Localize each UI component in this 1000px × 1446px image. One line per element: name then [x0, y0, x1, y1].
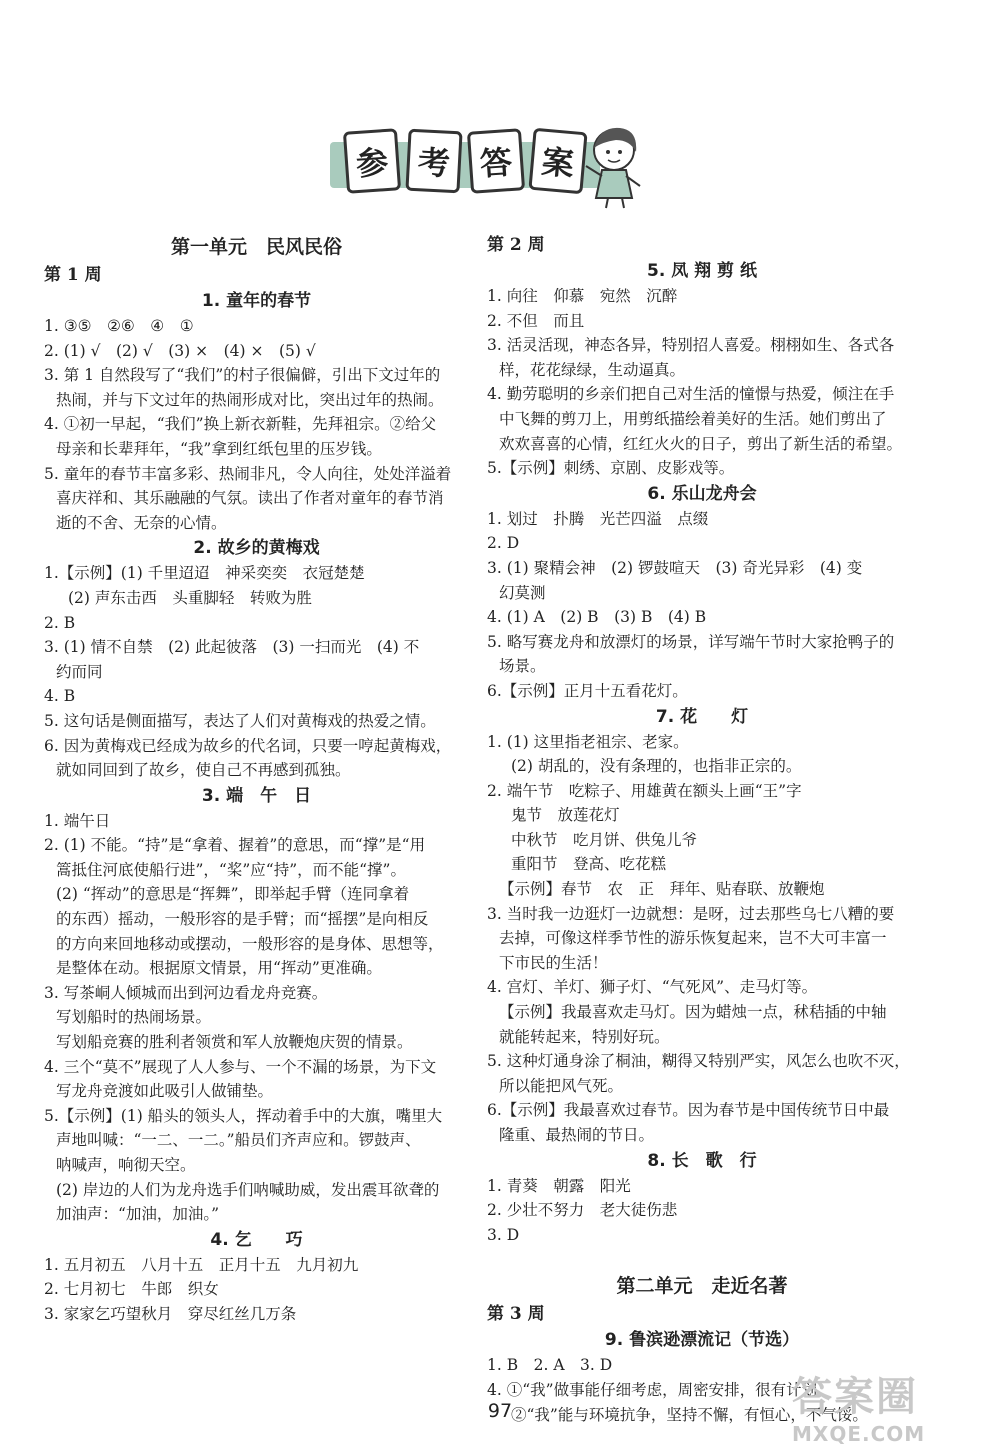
answer-line: 1.【示例】(1) 千里迢迢 神采奕奕 衣冠楚楚: [44, 564, 365, 583]
left-column: [44, 232, 469, 1327]
week-heading: 第 2 周: [487, 235, 545, 255]
answer-line: 2. 七月初七 牛郎 织女: [44, 1280, 219, 1299]
answer-line: 1. B 2. A 3. D: [487, 1356, 613, 1375]
answer-line: 3. (1) 聚精会神 (2) 锣鼓喧天 (3) 奇光异彩 (4) 变: [487, 558, 863, 577]
lesson-title: 3. 端 午 日: [201, 785, 312, 806]
title-banner: [0, 120, 1000, 220]
answer-line: 样，花花绿绿，生动逼真。: [499, 360, 686, 379]
lesson-title: 2. 故乡的黄梅戏: [193, 538, 320, 559]
answer-line: 的东西）摇动，一般形容的是手臂；而“摇摆”是向相反: [56, 910, 429, 929]
answer-line: 3. 写茶峒人倾城而出到河边看龙舟竞赛。: [44, 983, 328, 1002]
answer-line: 写划船时的热闹场景。: [56, 1008, 212, 1027]
answer-line: (2) 岸边的人们为龙舟选手们呐喊助威，发出震耳欲聋的: [56, 1180, 440, 1199]
answer-line: 所以能把风气死。: [499, 1076, 624, 1095]
answer-line: 5. 童年的春节丰富多彩、热闹非凡，令人向往，处处洋溢着: [44, 464, 452, 483]
answer-line: 约而同: [56, 662, 103, 681]
answer-line: 逝的不舍、无奈的心情。: [56, 513, 227, 532]
right-column: [487, 232, 917, 1427]
answer-line: 2. 不但 而且: [487, 311, 585, 330]
answer-line: 4. ①初一早起，“我们”换上新衣新鞋，先拜祖宗。②给父: [44, 415, 437, 434]
answer-line: 5. 略写赛龙舟和放漂灯的场景，详写端午节时大家抢鸭子的: [487, 632, 895, 651]
answer-line: 是整体在动。根据原文情景，用“挥动”更准确。: [56, 959, 382, 978]
answer-line: 幻莫测: [499, 583, 546, 602]
answer-line: 热闹，并与下文过年的热闹形成对比，突出过年的热闹。: [56, 390, 444, 409]
answer-line: 2. 端午节 吃粽子、用雄黄在额头上画“王”字: [487, 781, 802, 800]
watermark-bottom: MXQE.COM: [792, 1422, 926, 1446]
answer-line: 2. (1) 不能。“持”是“拿着、握着”的意思，而“撑”是“用: [44, 836, 426, 855]
answer-line: 5.【示例】(1) 船头的领头人，挥动着手中的大旗，嘴里大: [44, 1106, 443, 1125]
watermark-logo: [792, 1365, 982, 1446]
answer-line: 1. 端午日: [44, 811, 111, 830]
answer-line: 1. 划过 扑腾 光芒四溢 点缀: [487, 509, 709, 528]
lesson-title: 9. 鲁滨逊漂流记（节选）: [604, 1330, 800, 1351]
banner-char: 案: [528, 128, 587, 194]
answer-line: 写划船竞赛的胜利者领赏和军人放鞭炮庆贺的情景。: [56, 1033, 413, 1052]
answer-line: 就能转起来，特别好玩。: [499, 1027, 670, 1046]
answer-line: 【示例】春节 农 正 拜年、贴春联、放鞭炮: [499, 880, 825, 899]
banner-char: 考: [405, 129, 462, 194]
watermark-top: 答案圈: [792, 1374, 918, 1420]
answer-line: 去掉，可像这样季节性的游乐恢复起来，岂不大可丰富一: [499, 929, 887, 948]
banner-char: 答: [467, 128, 525, 194]
answer-line: 篙抵住河底使船行进”，“桨”应“持”，而不能“撑”。: [56, 860, 406, 879]
lesson-title: 8. 长 歌 行: [647, 1150, 757, 1171]
week-heading: 第 3 周: [487, 1304, 545, 1325]
answer-line: 6.【示例】正月十五看花灯。: [487, 681, 688, 700]
answer-line: (2) “挥动”的意思是“挥舞”，即举起手臂（连同拿着: [56, 885, 410, 904]
lesson-title: 1. 童年的春节: [201, 291, 312, 311]
answer-line: 5. 这种灯通身涂了桐油，糊得又特别严实，风怎么也吹不灭，: [487, 1052, 910, 1071]
banner-char: 参: [343, 128, 401, 194]
girl-mascot-icon: [580, 120, 650, 210]
answer-line: 的方向来回地移动或摆动，一般形容的是身体、思想等，: [56, 934, 444, 953]
answer-line: 母亲和长辈拜年，“我”拿到红纸包里的压岁钱。: [56, 439, 382, 458]
answer-line: 2. 少壮不努力 老大徒伤悲: [487, 1201, 678, 1220]
answer-line: ②“我”能与环境抗争，坚持不懈，有恒心，不气馁。: [511, 1405, 868, 1424]
answer-line: 3. (1) 情不自禁 (2) 此起彼落 (3) 一扫而光 (4) 不: [44, 638, 420, 657]
answer-line: 2. (1) √ (2) √ (3) × (4) × (5) √: [44, 341, 316, 360]
answer-line: 4. 宫灯、羊灯、狮子灯、“气死风”、走马灯等。: [487, 978, 818, 997]
page-number: 97: [487, 1400, 513, 1422]
answer-line: 加油声：“加油，加油。”: [56, 1205, 220, 1224]
lesson-title: 6. 乐山龙舟会: [647, 483, 757, 504]
answer-line: 欢欢喜喜的心情，红红火火的日子，剪出了新生活的希望。: [499, 434, 903, 453]
answer-line: 4. (1) A (2) B (3) B (4) B: [487, 608, 707, 627]
answer-line: 声地叫喊：“一二、一二。”船员们齐声应和。锣鼓声、: [56, 1131, 421, 1150]
answer-line: 6. 因为黄梅戏已经成为故乡的代名词，只要一哼起黄梅戏，: [44, 736, 452, 755]
answer-line: 喜庆祥和、其乐融融的气氛。读出了作者对童年的春节消: [56, 489, 444, 508]
answer-line: 5.【示例】刺绣、京剧、皮影戏等。: [487, 459, 735, 478]
answer-line: 场景。: [499, 657, 546, 676]
answer-line: 写龙舟竞渡如此吸引人做铺垫。: [56, 1082, 274, 1101]
answer-line: 1. 向往 仰慕 宛然 沉醉: [487, 287, 678, 305]
answer-line: 4. B: [44, 687, 76, 706]
answer-line: 6.【示例】我最喜欢过春节。因为春节是中国传统节日中最: [487, 1101, 890, 1120]
answer-line: 1. ③⑤ ②⑥ ④ ①: [44, 317, 194, 335]
lesson-title: 7. 花 灯: [655, 706, 749, 727]
answer-line: 3. 当时我一边逛灯一边就想：是呀，过去那些乌七八糟的要: [487, 904, 895, 923]
lesson-title: 5. 凤 翔 剪 纸: [647, 261, 757, 281]
answer-line: 呐喊声，响彻天空。: [56, 1156, 196, 1174]
answer-line: 4. 三个“莫不”展现了人人参与、一个不漏的场景，为下文: [44, 1057, 437, 1076]
answer-line: (2) 声东击西 头重脚轻 转败为胜: [68, 588, 312, 607]
answer-line: 中秋节 吃月饼、供兔儿爷: [511, 830, 698, 849]
answer-line: 2. B: [44, 613, 76, 632]
answer-line: 【示例】我最喜欢走马灯。因为蜡烛一点，秫秸插的中轴: [499, 1003, 887, 1022]
lesson-title: 4. 乞 巧: [210, 1229, 303, 1250]
answer-line: 隆重、最热闹的节日。: [499, 1126, 655, 1144]
answer-line: 3. 家家乞巧望秋月 穿尽红丝几万条: [44, 1304, 297, 1323]
answer-line: 4. 勤劳聪明的乡亲们把自己对生活的憧憬与热爱，倾注在手: [487, 385, 895, 404]
answer-line: 下市民的生活！: [499, 953, 608, 972]
spacer: [487, 1247, 917, 1271]
answer-line: 3. 活灵活现，神态各异，特别招人喜爱。栩栩如生、各式各: [487, 336, 895, 355]
answer-line: 1. 五月初五 八月十五 正月十五 九月初九: [44, 1255, 359, 1274]
unit-heading: 第一单元 民风民俗: [170, 236, 342, 258]
answer-line: 2. D: [487, 534, 520, 553]
banner-title: [345, 130, 585, 192]
answer-line: 3. D: [487, 1225, 520, 1244]
answer-line: 重阳节 登高、吃花糕: [511, 855, 667, 874]
answer-line: 1. (1) 这里指老祖宗、老家。: [487, 732, 689, 751]
answer-line: (2) 胡乱的，没有条理的，也指非正宗的。: [511, 757, 802, 776]
answer-line: 鬼节 放莲花灯: [511, 806, 620, 825]
answer-line: 1. 青葵 朝露 阳光: [487, 1176, 631, 1195]
answer-line: 3. 第 1 自然段写了“我们”的村子很偏僻，引出下文过年的: [44, 366, 441, 385]
answer-line: 5. 这句话是侧面描写，表达了人们对黄梅戏的热爱之情。: [44, 711, 436, 730]
week-heading: 第 1 周: [44, 265, 102, 285]
answer-line: 4. ①“我”做事能仔细考虑，周密安排，很有计划。: [487, 1380, 833, 1399]
unit-heading: 第二单元 走近名著: [616, 1275, 788, 1298]
answer-line: 就如同回到了故乡，使自己不再感到孤独。: [56, 761, 351, 780]
answer-line: 中飞舞的剪刀上，用剪纸描绘着美好的生活。她们剪出了: [499, 409, 887, 428]
